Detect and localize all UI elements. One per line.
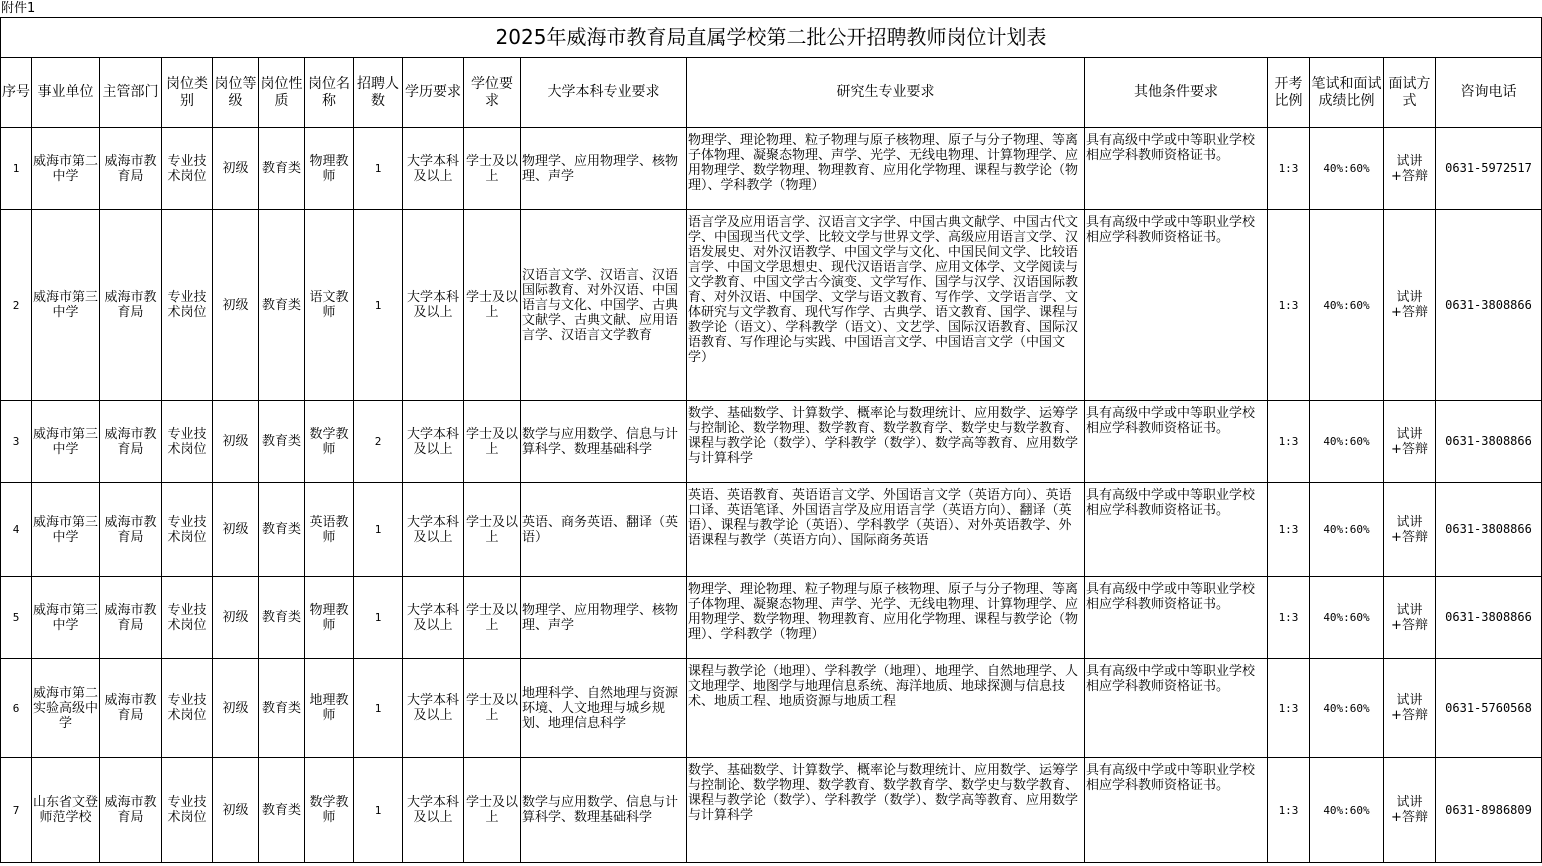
cell-post-name: 数学教师: [305, 758, 354, 863]
cell-count: 2: [354, 401, 403, 483]
cell-degree: 学士及以上: [464, 483, 521, 577]
cell-postgrad: 数学、基础数学、计算数学、概率论与数理统计、应用数学、运筹学与控制论、数学物理、数学教育、数学教育学、数学史与数学教育、课程与教学论（数学）、学科教学（数学）、数学高等教育、应用数学与计算科学: [687, 758, 1085, 863]
cell-unit: 威海市第二中学: [32, 128, 100, 210]
cell-ratio: 1:3: [1268, 758, 1310, 863]
header-undergrad: 大学本科专业要求: [521, 58, 687, 128]
cell-other: 具有高级中学或中等职业学校相应学科教师资格证书。: [1085, 210, 1268, 401]
cell-weight: 40%:60%: [1310, 758, 1384, 863]
annex-label: 附件1: [1, 1, 36, 16]
header-post-type: 岗位类别: [162, 58, 213, 128]
cell-undergrad: 数学与应用数学、信息与计算科学、数理基础科学: [521, 758, 687, 863]
cell-count: 1: [354, 483, 403, 577]
table-row: [1, 577, 1542, 659]
cell-dept: 威海市教育局: [100, 659, 162, 758]
header-dept: 主管部门: [100, 58, 162, 128]
cell-post-type: 专业技术岗位: [162, 401, 213, 483]
cell-interview: 试讲+答辩: [1384, 758, 1436, 863]
cell-ratio: 1:3: [1268, 483, 1310, 577]
cell-seq: 2: [1, 210, 32, 401]
cell-other: 具有高级中学或中等职业学校相应学科教师资格证书。: [1085, 401, 1268, 483]
cell-interview: 试讲+答辩: [1384, 128, 1436, 210]
cell-phone: 0631-5972517: [1436, 128, 1542, 210]
table-row: [1, 210, 1542, 401]
cell-education: 大学本科及以上: [403, 659, 464, 758]
cell-undergrad: 英语、商务英语、翻译（英语）: [521, 483, 687, 577]
cell-post-name: 英语教师: [305, 483, 354, 577]
cell-phone: 0631-3808866: [1436, 210, 1542, 401]
cell-postgrad: 课程与教学论（地理）、学科教学（地理）、地理学、自然地理学、人文地理学、地图学与地理信息系统、海洋地质、地球探测与信息技术、地质工程、地质资源与地质工程: [687, 659, 1085, 758]
cell-post-level: 初级: [213, 401, 259, 483]
cell-weight: 40%:60%: [1310, 659, 1384, 758]
cell-degree: 学士及以上: [464, 577, 521, 659]
cell-other: 具有高级中学或中等职业学校相应学科教师资格证书。: [1085, 577, 1268, 659]
header-degree: 学位要求: [464, 58, 521, 128]
cell-weight: 40%:60%: [1310, 577, 1384, 659]
cell-degree: 学士及以上: [464, 659, 521, 758]
cell-post-nature: 教育类: [259, 401, 305, 483]
header-row: [1, 58, 1542, 128]
cell-postgrad: 物理学、理论物理、粒子物理与原子核物理、原子与分子物理、等离子体物理、凝聚态物理、声学、光学、无线电物理、计算物理学、应用物理学、数学物理、物理教育、应用化学物理、课程与教学论（物理）、学科教学（物理）: [687, 577, 1085, 659]
cell-dept: 威海市教育局: [100, 758, 162, 863]
table-body: [1, 128, 1542, 863]
cell-weight: 40%:60%: [1310, 210, 1384, 401]
cell-interview: 试讲+答辩: [1384, 483, 1436, 577]
cell-ratio: 1:3: [1268, 401, 1310, 483]
cell-other: 具有高级中学或中等职业学校相应学科教师资格证书。: [1085, 483, 1268, 577]
cell-count: 1: [354, 758, 403, 863]
cell-other: 具有高级中学或中等职业学校相应学科教师资格证书。: [1085, 659, 1268, 758]
cell-degree: 学士及以上: [464, 401, 521, 483]
cell-post-type: 专业技术岗位: [162, 483, 213, 577]
header-weight: 笔试和面试成绩比例: [1310, 58, 1384, 128]
cell-phone: 0631-5760568: [1436, 659, 1542, 758]
cell-count: 1: [354, 210, 403, 401]
cell-postgrad: 语言学及应用语言学、汉语言文字学、中国古典文献学、中国古代文学、中国现当代文学、比较文学与世界文学、高级应用语言文学、汉语发展史、对外汉语教学、中国文学与文化、中国民间文学、比较语言学、中国文学思想史、现代汉语语言学、应用文体学、文学阅读与文学教育、中国文学古今演变、文学写作、国学与汉学、汉语国际教育、对外汉语、中国学、文学与语文教育、写作学、文学语言学、文体研究与文学教育、现代写作学、古典学、语文教育、国学、课程与教学论（语文）、学科教学（语文）、文艺学、国际汉语教育、国际汉语教育、写作理论与实践、中国语言文学、中国语言文学（中国文学）: [687, 210, 1085, 401]
cell-undergrad: 物理学、应用物理学、核物理、声学: [521, 128, 687, 210]
cell-phone: 0631-8986809: [1436, 758, 1542, 863]
header-post-level: 岗位等级: [213, 58, 259, 128]
cell-count: 1: [354, 659, 403, 758]
header-phone: 咨询电话: [1436, 58, 1542, 128]
cell-seq: 3: [1, 401, 32, 483]
cell-post-name: 物理教师: [305, 577, 354, 659]
table-row: [1, 483, 1542, 577]
cell-weight: 40%:60%: [1310, 401, 1384, 483]
cell-degree: 学士及以上: [464, 128, 521, 210]
header-other: 其他条件要求: [1085, 58, 1268, 128]
cell-undergrad: 物理学、应用物理学、核物理、声学: [521, 577, 687, 659]
cell-post-type: 专业技术岗位: [162, 128, 213, 210]
cell-post-level: 初级: [213, 483, 259, 577]
cell-education: 大学本科及以上: [403, 483, 464, 577]
cell-other: 具有高级中学或中等职业学校相应学科教师资格证书。: [1085, 128, 1268, 210]
cell-undergrad: 汉语言文学、汉语言、汉语国际教育、对外汉语、中国语言与文化、中国学、古典文献学、古典文献、应用语言学、汉语言文学教育: [521, 210, 687, 401]
cell-ratio: 1:3: [1268, 577, 1310, 659]
cell-unit: 山东省文登师范学校: [32, 758, 100, 863]
cell-unit: 威海市第二实验高级中学: [32, 659, 100, 758]
cell-weight: 40%:60%: [1310, 128, 1384, 210]
header-count: 招聘人数: [354, 58, 403, 128]
cell-post-name: 物理教师: [305, 128, 354, 210]
cell-postgrad: 数学、基础数学、计算数学、概率论与数理统计、应用数学、运筹学与控制论、数学物理、数学教育、数学教育学、数学史与数学教育、课程与教学论（数学）、学科教学（数学）、数学高等教育、应用数学与计算科学: [687, 401, 1085, 483]
table-row: [1, 659, 1542, 758]
cell-education: 大学本科及以上: [403, 577, 464, 659]
cell-dept: 威海市教育局: [100, 577, 162, 659]
cell-count: 1: [354, 577, 403, 659]
cell-seq: 5: [1, 577, 32, 659]
header-unit: 事业单位: [32, 58, 100, 128]
table-row: [1, 401, 1542, 483]
cell-post-type: 专业技术岗位: [162, 659, 213, 758]
cell-unit: 威海市第三中学: [32, 210, 100, 401]
cell-unit: 威海市第三中学: [32, 483, 100, 577]
cell-interview: 试讲+答辩: [1384, 401, 1436, 483]
cell-phone: 0631-3808866: [1436, 483, 1542, 577]
cell-post-nature: 教育类: [259, 210, 305, 401]
cell-post-nature: 教育类: [259, 659, 305, 758]
cell-education: 大学本科及以上: [403, 401, 464, 483]
cell-seq: 4: [1, 483, 32, 577]
cell-degree: 学士及以上: [464, 210, 521, 401]
cell-postgrad: 英语、英语教育、英语语言文学、外国语言文学（英语方向）、英语口译、英语笔译、外国语言学及应用语言学（英语方向）、翻译（英语）、课程与教学论（英语）、学科教学（英语）、对外英语教学、外语课程与教学（英语方向）、国际商务英语: [687, 483, 1085, 577]
cell-post-nature: 教育类: [259, 577, 305, 659]
cell-post-name: 语文教师: [305, 210, 354, 401]
cell-postgrad: 物理学、理论物理、粒子物理与原子核物理、原子与分子物理、等离子体物理、凝聚态物理、声学、光学、无线电物理、计算物理学、应用物理学、数学物理、物理教育、应用化学物理、课程与教学论（物理）、学科教学（物理）: [687, 128, 1085, 210]
cell-dept: 威海市教育局: [100, 128, 162, 210]
cell-unit: 威海市第三中学: [32, 401, 100, 483]
cell-weight: 40%:60%: [1310, 483, 1384, 577]
cell-post-type: 专业技术岗位: [162, 577, 213, 659]
header-education: 学历要求: [403, 58, 464, 128]
cell-post-nature: 教育类: [259, 483, 305, 577]
cell-dept: 威海市教育局: [100, 401, 162, 483]
header-interview: 面试方式: [1384, 58, 1436, 128]
cell-post-level: 初级: [213, 210, 259, 401]
cell-interview: 试讲+答辩: [1384, 659, 1436, 758]
cell-post-level: 初级: [213, 577, 259, 659]
cell-seq: 1: [1, 128, 32, 210]
cell-seq: 6: [1, 659, 32, 758]
header-post-nature: 岗位性质: [259, 58, 305, 128]
table-row: [1, 128, 1542, 210]
cell-post-level: 初级: [213, 758, 259, 863]
header-ratio: 开考比例: [1268, 58, 1310, 128]
cell-phone: 0631-3808866: [1436, 401, 1542, 483]
header-post-name: 岗位名称: [305, 58, 354, 128]
cell-post-name: 数学教师: [305, 401, 354, 483]
recruitment-plan-table: [0, 57, 1542, 863]
cell-phone: 0631-3808866: [1436, 577, 1542, 659]
cell-count: 1: [354, 128, 403, 210]
cell-interview: 试讲+答辩: [1384, 210, 1436, 401]
header-postgrad: 研究生专业要求: [687, 58, 1085, 128]
cell-seq: 7: [1, 758, 32, 863]
cell-ratio: 1:3: [1268, 659, 1310, 758]
cell-education: 大学本科及以上: [403, 758, 464, 863]
cell-undergrad: 地理科学、自然地理与资源环境、人文地理与城乡规划、地理信息科学: [521, 659, 687, 758]
cell-education: 大学本科及以上: [403, 128, 464, 210]
cell-post-nature: 教育类: [259, 128, 305, 210]
cell-post-level: 初级: [213, 128, 259, 210]
header-seq: 序号: [1, 58, 32, 128]
cell-unit: 威海市第三中学: [32, 577, 100, 659]
cell-education: 大学本科及以上: [403, 210, 464, 401]
table-row: [1, 758, 1542, 863]
cell-post-name: 地理教师: [305, 659, 354, 758]
cell-post-level: 初级: [213, 659, 259, 758]
cell-other: 具有高级中学或中等职业学校相应学科教师资格证书。: [1085, 758, 1268, 863]
cell-post-type: 专业技术岗位: [162, 210, 213, 401]
cell-post-nature: 教育类: [259, 758, 305, 863]
cell-ratio: 1:3: [1268, 128, 1310, 210]
cell-post-type: 专业技术岗位: [162, 758, 213, 863]
cell-interview: 试讲+答辩: [1384, 577, 1436, 659]
cell-dept: 威海市教育局: [100, 210, 162, 401]
cell-undergrad: 数学与应用数学、信息与计算科学、数理基础科学: [521, 401, 687, 483]
cell-degree: 学士及以上: [464, 758, 521, 863]
cell-ratio: 1:3: [1268, 210, 1310, 401]
table-title: 2025年威海市教育局直属学校第二批公开招聘教师岗位计划表: [0, 17, 1542, 58]
cell-dept: 威海市教育局: [100, 483, 162, 577]
